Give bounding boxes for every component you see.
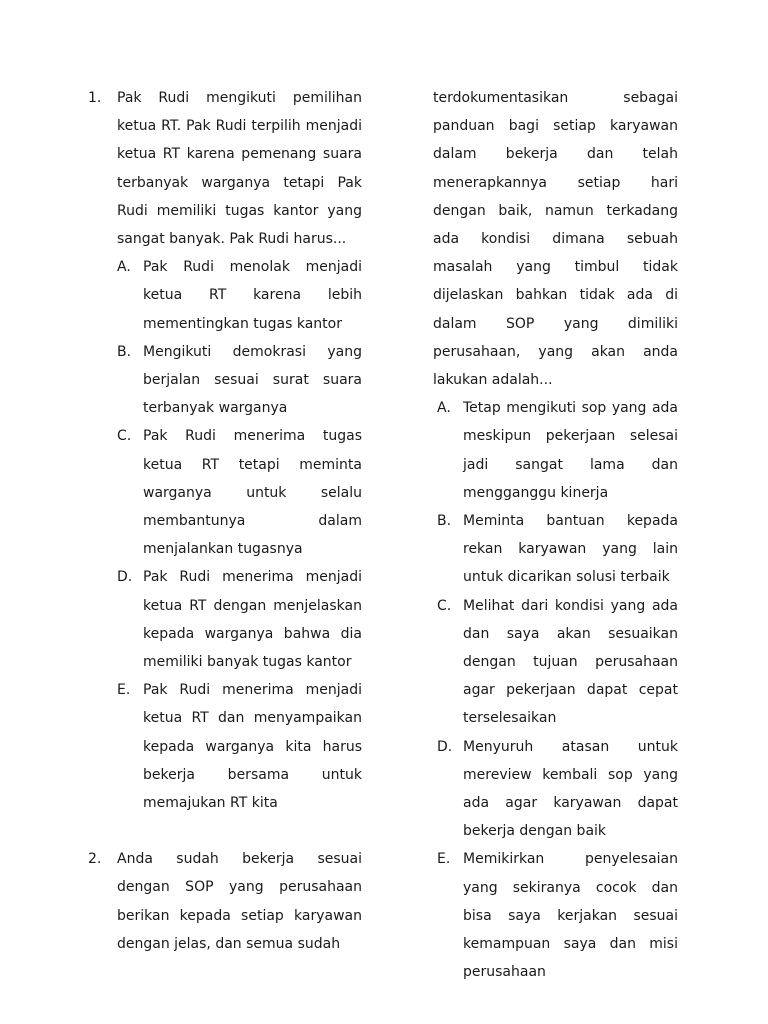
option-b: [437, 507, 678, 592]
option-text: Menyuruh atasan untuk mereview kembali sop yang ada agar karyawan dapat bekerja dengan baik: [463, 738, 678, 840]
option-letter: C.: [437, 597, 452, 614]
question-number: 1.: [88, 90, 102, 106]
option-a: [437, 394, 678, 507]
left-column: [88, 84, 362, 958]
option-d: [437, 733, 678, 846]
question-number: 2.: [88, 851, 102, 868]
option-letter: B.: [117, 343, 132, 360]
option-text: Melihat dari kondisi yang ada dan saya akan sesuaikan dengan tujuan perusahaan agar pekerjaan dapat cepat terselesaikan: [463, 597, 678, 727]
option-letter: E.: [437, 851, 451, 868]
option-letter: B.: [437, 513, 452, 530]
right-column: [433, 84, 678, 987]
option-e: [437, 845, 678, 986]
option-text: Pak Rudi menolak menjadi ketua RT karena lebih mementingkan tugas kantor: [143, 259, 362, 332]
question-1: [88, 84, 362, 817]
option-e: [117, 676, 362, 817]
option-letter: D.: [117, 569, 133, 586]
option-letter: A.: [117, 259, 131, 276]
option-text: Memikirkan penyelesaian yang sekiranya cocok dan bisa saya kerjakan sesuai kemampuan saya dan misi perusahaan: [463, 851, 678, 981]
question-text: Pak Rudi mengikuti pemilihan ketua RT. Pak Rudi terpilih menjadi ketua RT karena pemenang suara terbanyak warganya tetapi Pak Rudi memiliki tugas kantor yang sangat banyak. Pak Rudi harus...: [117, 90, 362, 248]
option-text: Pak Rudi menerima menjadi ketua RT dengan menjelaskan kepada warganya bahwa dia memiliki banyak tugas kantor: [143, 569, 362, 671]
spacer: [88, 817, 362, 845]
option-text: Meminta bantuan kepada rekan karyawan yang lain untuk dicarikan solusi terbaik: [463, 513, 678, 586]
option-text: Mengikuti demokrasi yang berjalan sesuai surat suara terbanyak warganya: [143, 343, 362, 417]
option-letter: E.: [117, 682, 131, 699]
option-text: Tetap mengikuti sop yang ada meskipun pekerjaan selesai jadi sangat lama dan mengganggu kinerja: [463, 400, 678, 501]
option-letter: A.: [437, 400, 451, 417]
option-letter: C.: [117, 428, 132, 445]
option-letter: D.: [437, 738, 453, 755]
option-c: [117, 422, 362, 563]
question-text: Anda sudah bekerja sesuai dengan SOP yang perusahaan berikan kepada setiap karyawan dengan jelas, dan semua sudah: [117, 851, 362, 952]
option-b: [117, 338, 362, 423]
question-text-continued: terdokumentasikan sebagai panduan bagi setiap karyawan dalam bekerja dan telah menerapkannya setiap hari dengan baik, namun terkadang ada kondisi dimana sebuah masalah yang timbul tidak dijelaskan bahkan tidak ada di dalam SOP yang dimiliki perusahaan, yang akan anda lakukan adalah...: [433, 90, 678, 389]
question-2: [88, 845, 362, 958]
option-text: Pak Rudi menerima menjadi ketua RT dan menyampaikan kepada warganya kita harus bekerja bersama untuk memajukan RT kita: [143, 682, 362, 812]
option-a: [117, 253, 362, 338]
option-d: [117, 563, 362, 676]
option-c: [437, 592, 678, 733]
option-text: Pak Rudi menerima tugas ketua RT tetapi meminta warganya untuk selalu membantunya dalam menjalankan tugasnya: [143, 428, 362, 558]
